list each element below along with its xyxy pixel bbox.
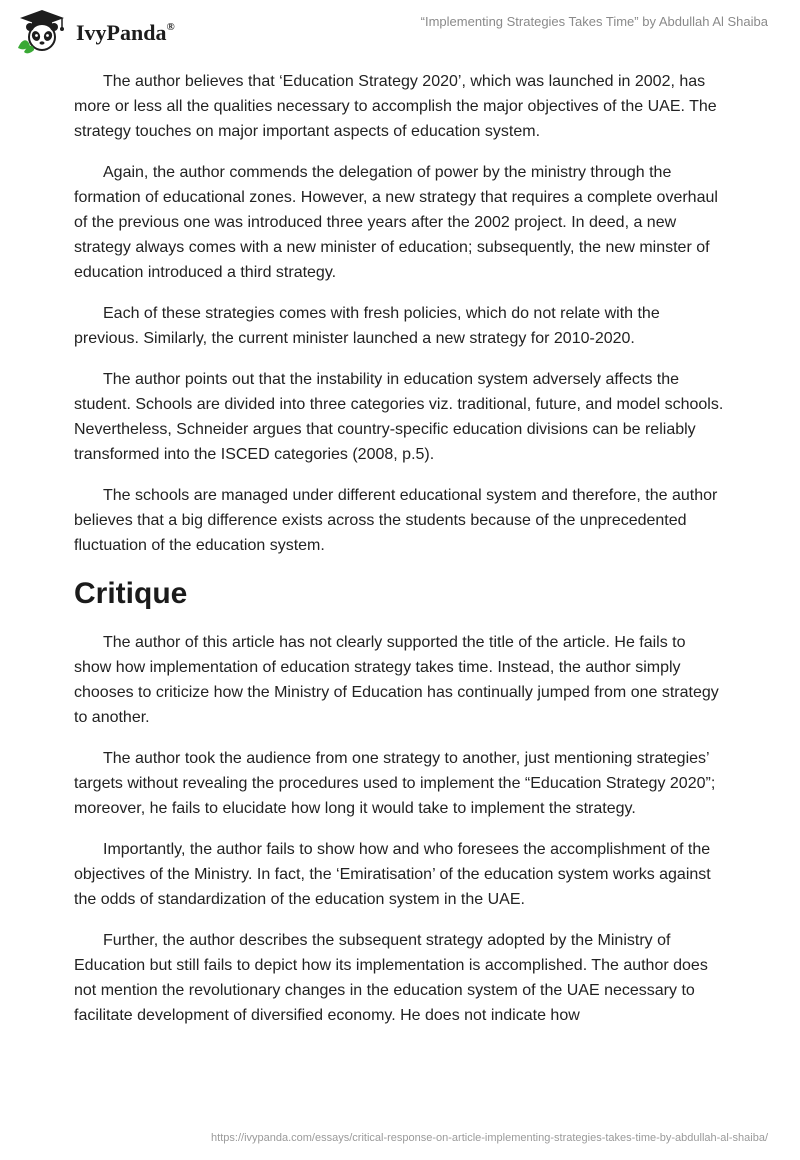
paragraph: The schools are managed under different educational system and therefore, the author believes that a big difference exists across the students because of the unprecedented fluctuation of the education system. xyxy=(74,487,718,554)
source-url-link[interactable]: https://ivypanda.com/essays/critical-response-on-article-implementing-strategies-takes-time-by-abdullah-al-shaiba/ xyxy=(211,1132,768,1144)
paragraph: The author points out that the instability in education system adversely affects the student. Schools are divided into three categories viz. traditional, future, and model schools. Nevertheless, Schneider argues that country-specific education divisions can be reliably transformed into the ISCED categories (2008, p.5). xyxy=(74,371,724,463)
page-header xyxy=(0,0,800,70)
section-heading-critique: Critique xyxy=(74,577,188,610)
paragraph: The author believes that ‘Education Strategy 2020’, which was launched in 2002, has more or less all the qualities necessary to accomplish the major objectives of the UAE. The strategy touches on major important aspects of education system. xyxy=(74,73,717,140)
paragraph: Again, the author commends the delegation of power by the ministry through the formation of educational zones. However, a new strategy that requires a complete overhaul of the previous one was introduced three years after the 2002 project. In deed, a new strategy always comes with a new minister of education; subsequently, the new minster of education introduced a third strategy. xyxy=(74,164,718,281)
essay-body xyxy=(74,69,724,1044)
paragraph: The author took the audience from one strategy to another, just mentioning strategies’ targets without revealing the procedures used to implement the “Education Strategy 2020”; moreover, he fails to elucidate how long it would take to implement the strategy. xyxy=(74,750,716,817)
panda-graduate-icon xyxy=(14,8,70,54)
ivypanda-logo[interactable] xyxy=(14,8,214,54)
paragraph: Each of these strategies comes with fresh policies, which do not relate with the previous. Similarly, the current minister launched a new strategy for 2010-2020. xyxy=(74,305,660,347)
logo-wordmark: IvyPanda xyxy=(76,20,167,45)
document-title: “Implementing Strategies Takes Time” by Abdullah Al Shaiba xyxy=(420,14,768,29)
registered-mark: ® xyxy=(166,20,175,33)
paragraph: Further, the author describes the subsequent strategy adopted by the Ministry of Education but still fails to depict how its implementation is accomplished. The author does not mention the revolutionary changes in the education system of the UAE necessary to facilitate development of diversified economy. He does not indicate how xyxy=(74,932,708,1024)
paragraph: The author of this article has not clearly supported the title of the article. He fails to show how implementation of education strategy takes time. Instead, the author simply chooses to criticize how the Ministry of Education has continually jumped from one strategy to another. xyxy=(74,634,719,726)
paragraph: Importantly, the author fails to show how and who foresees the accomplishment of the objectives of the Ministry. In fact, the ‘Emiratisation’ of the education system works against the odds of standardization of the education system in the UAE. xyxy=(74,841,711,908)
